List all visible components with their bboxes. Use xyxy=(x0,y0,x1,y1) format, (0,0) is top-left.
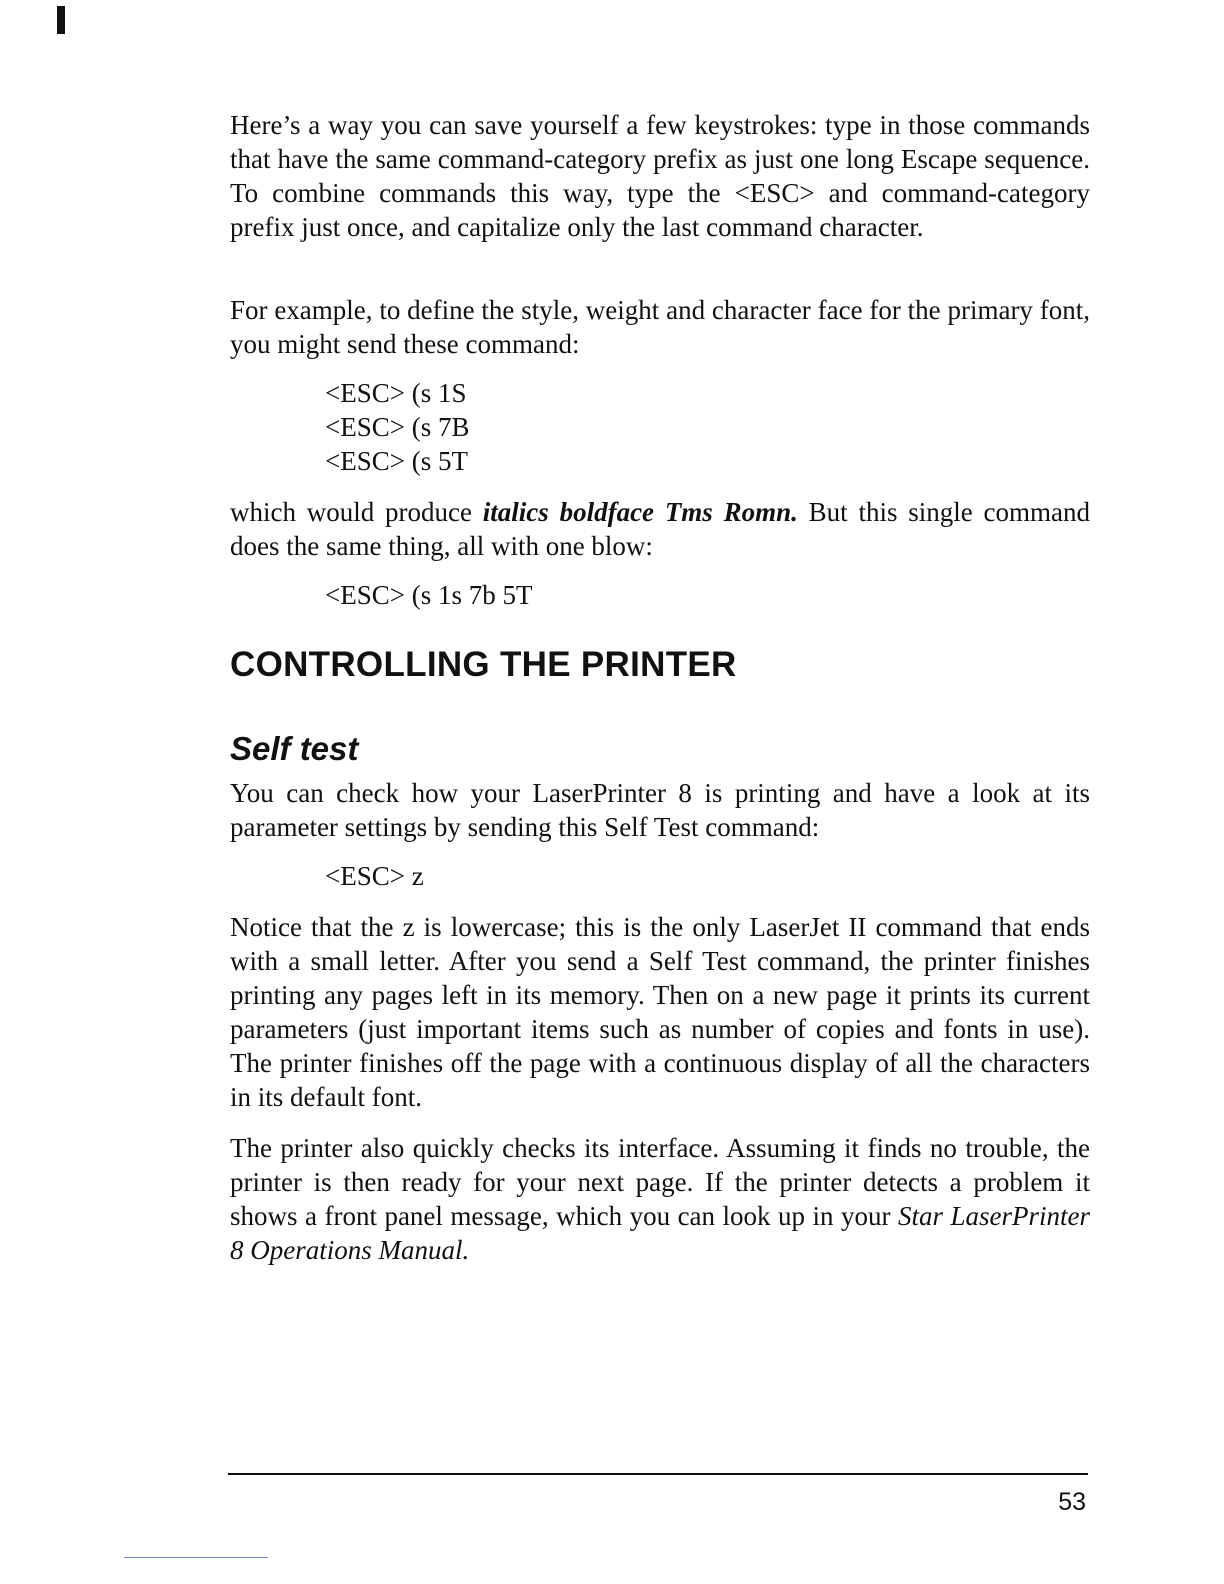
paragraph-result xyxy=(230,495,1090,563)
code-line-typeface: <ESC> (s 5T xyxy=(325,446,468,476)
page-number: 53 xyxy=(1058,1488,1086,1516)
code-line-style: <ESC> (s 1S xyxy=(325,378,467,408)
interface-text: The printer also quickly checks its interface. Assuming it finds no trouble, the printer is then ready for your next page. If the printer detects a problem it shows a front panel message, which you can look up in your xyxy=(230,1133,1090,1231)
code-combined-command: <ESC> (s 1s 7b 5T xyxy=(325,580,533,610)
paragraph-example-intro: For example, to define the style, weight and character face for the primary font, you might send these command: xyxy=(230,295,1090,359)
result-emphasis: italics boldface Tms Romn. xyxy=(482,497,798,527)
scan-edge-mark xyxy=(57,6,65,34)
result-text-after: But this single command does the same thing, all with one blow: xyxy=(230,497,1090,561)
scan-bottom-line xyxy=(124,1557,268,1558)
paragraph-self-test-details: Notice that the z is lowercase; this is the only LaserJet II command that ends with a small letter. After you send a Self Test command, the printer finishes printing any pages left in its memory. Then on a new page it prints its current parameters (just important items such as number of copies and fonts in use). The printer finishes off the page with a continuous display of all the characters in its default font. xyxy=(230,912,1090,1112)
code-self-test: <ESC> z xyxy=(325,861,424,891)
section-heading: CONTROLLING THE PRINTER xyxy=(230,645,737,684)
paragraph-self-test-intro: You can check how your LaserPrinter 8 is printing and have a look at its parameter settings by sending this Self Test command: xyxy=(230,778,1090,842)
paragraph-interface-check xyxy=(230,1131,1090,1267)
paragraph-combining-commands: Here’s a way you can save yourself a few keystrokes: type in those commands that have the same command-category prefix as just one long Escape sequence. To combine commands this way, type the <ESC> and command-category prefix just once, and capitalize only the last command character. xyxy=(230,110,1090,242)
subsection-heading: Self test xyxy=(230,730,359,767)
code-line-weight: <ESC> (s 7B xyxy=(325,412,470,442)
manual-title: Star LaserPrinter 8 Operations Manual. xyxy=(230,1201,1090,1265)
footer-rule xyxy=(228,1473,1088,1475)
result-text-before: which would produce xyxy=(230,497,483,527)
